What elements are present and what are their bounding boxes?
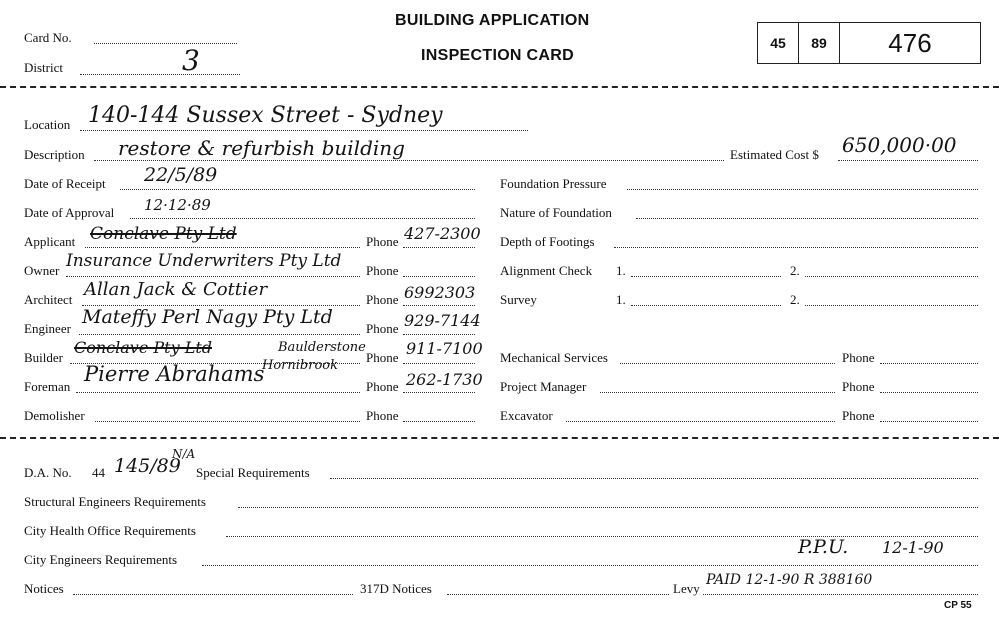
estimated-cost-value: 650,000·00 [842, 133, 957, 157]
description-line [94, 160, 724, 161]
engineer-phone-value: 929-7144 [404, 311, 481, 330]
district-label: District [24, 60, 63, 75]
builder-phone-value: 911-7100 [406, 339, 483, 358]
card-no-line [94, 43, 237, 44]
date-of-receipt-label: Date of Receipt [24, 176, 106, 191]
card-number-box [757, 22, 981, 64]
engineer-line [79, 334, 360, 335]
architect-phone-label: Phone [366, 292, 399, 307]
demolisher-line [95, 421, 360, 422]
form-title-line2: INSPECTION CARD [421, 47, 574, 64]
architect-label: Architect [24, 292, 73, 307]
demolisher-phone-label: Phone [366, 408, 399, 423]
special-requirements-line [330, 478, 978, 479]
owner-label: Owner [24, 263, 60, 278]
excavator-line [566, 421, 835, 422]
builder-value-2: Baulderstone [278, 340, 366, 355]
depth-of-footings-line [614, 247, 978, 248]
notices-317d-line [447, 594, 669, 595]
city-engineers-value: P.P.U. [798, 536, 849, 558]
mechanical-services-label: Mechanical Services [500, 350, 608, 365]
foreman-phone-value: 262-1730 [406, 370, 483, 389]
architect-phone-value: 6992303 [404, 283, 476, 302]
card-number-cell-3: 476 [888, 27, 932, 58]
nature-of-foundation-label: Nature of Foundation [500, 205, 612, 220]
applicant-value: Conclave Pty Ltd [90, 224, 237, 244]
date-of-receipt-value: 22/5/89 [144, 164, 218, 186]
form-code: CP 55 [944, 600, 972, 611]
description-value: restore & refurbish building [118, 136, 405, 160]
city-engineers-line [202, 565, 978, 566]
foundation-pressure-label: Foundation Pressure [500, 176, 607, 191]
owner-phone-line [403, 276, 475, 277]
mechanical-phone-label: Phone [842, 350, 875, 365]
header-divider [0, 86, 999, 88]
project-manager-phone-line [880, 392, 978, 393]
mechanical-phone-line [880, 363, 978, 364]
location-value: 140-144 Sussex Street - Sydney [88, 103, 443, 128]
survey-1-line [631, 305, 781, 306]
project-manager-phone-label: Phone [842, 379, 875, 394]
engineer-value: Mateffy Perl Nagy Pty Ltd [82, 306, 333, 328]
alignment-check-1-line [631, 276, 781, 277]
city-engineers-label: City Engineers Requirements [24, 552, 178, 567]
engineer-phone-label: Phone [366, 321, 399, 336]
district-value: 3 [182, 44, 200, 77]
date-of-approval-label: Date of Approval [24, 205, 115, 220]
district-line [80, 74, 240, 75]
foreman-label: Foreman [24, 379, 71, 394]
architect-phone-line [403, 305, 475, 306]
notices-317d-label: 317D Notices [360, 581, 432, 596]
foreman-line [76, 392, 360, 393]
architect-value: Allan Jack & Cottier [84, 279, 268, 300]
foreman-phone-line [403, 392, 475, 393]
alignment-check-label: Alignment Check [500, 263, 593, 278]
owner-line [66, 276, 360, 277]
builder-value-3: Hornibrook [262, 358, 338, 373]
estimated-cost-label: Estimated Cost $ [730, 147, 819, 162]
date-of-approval-line [130, 218, 475, 219]
builder-value-struck: Conclave Pty Ltd [74, 338, 213, 357]
nature-of-foundation-line [636, 218, 978, 219]
foreman-value: Pierre Abrahams [84, 362, 265, 386]
owner-phone-label: Phone [366, 263, 399, 278]
builder-label: Builder [24, 350, 63, 365]
alignment-check-2-label: 2. [790, 263, 800, 278]
levy-label: Levy [673, 581, 700, 596]
levy-line [703, 594, 978, 595]
location-label: Location [24, 117, 71, 132]
excavator-label: Excavator [500, 408, 553, 423]
survey-1-label: 1. [616, 292, 626, 307]
da-prefix: 44 [92, 465, 105, 480]
project-manager-line [600, 392, 835, 393]
estimated-cost-line [838, 160, 978, 161]
applicant-phone-label: Phone [366, 234, 399, 249]
demolisher-label: Demolisher [24, 408, 85, 423]
survey-2-line [805, 305, 978, 306]
da-no-label: D.A. No. [24, 465, 72, 480]
da-value: 145/89 [114, 455, 181, 477]
applicant-line [85, 247, 360, 248]
card-no-label: Card No. [24, 30, 72, 45]
alignment-check-1-label: 1. [616, 263, 626, 278]
engineer-phone-line [403, 334, 475, 335]
mechanical-services-line [620, 363, 835, 364]
structural-requirements-line [238, 507, 978, 508]
owner-value: Insurance Underwriters Pty Ltd [66, 251, 342, 271]
card-number-cell-1: 45 [758, 23, 799, 63]
foundation-pressure-line [627, 189, 978, 190]
requirements-divider [0, 437, 999, 439]
date-of-receipt-line [120, 189, 475, 190]
city-engineers-date: 12-1-90 [882, 538, 944, 557]
structural-requirements-label: Structural Engineers Requirements [24, 494, 206, 509]
survey-2-label: 2. [790, 292, 800, 307]
project-manager-label: Project Manager [500, 379, 587, 394]
applicant-phone-line [403, 247, 475, 248]
depth-of-footings-label: Depth of Footings [500, 234, 595, 249]
alignment-check-2-line [805, 276, 978, 277]
da-note: N/A [172, 447, 196, 461]
builder-phone-label: Phone [366, 350, 399, 365]
builder-phone-line [403, 363, 475, 364]
survey-label: Survey [500, 292, 537, 307]
special-requirements-label: Special Requirements [196, 465, 310, 480]
description-label: Description [24, 147, 85, 162]
health-requirements-label: City Health Office Requirements [24, 523, 196, 538]
notices-line [73, 594, 353, 595]
card-number-cell-2: 89 [799, 23, 840, 63]
applicant-phone-value: 427-2300 [404, 224, 481, 243]
form-title-line1: BUILDING APPLICATION [395, 12, 590, 29]
excavator-phone-line [880, 421, 978, 422]
notices-label: Notices [24, 581, 64, 596]
demolisher-phone-line [403, 421, 475, 422]
location-line [80, 130, 528, 131]
health-requirements-line [226, 536, 978, 537]
foreman-phone-label: Phone [366, 379, 399, 394]
applicant-label: Applicant [24, 234, 76, 249]
excavator-phone-label: Phone [842, 408, 875, 423]
engineer-label: Engineer [24, 321, 71, 336]
date-of-approval-value: 12·12·89 [144, 196, 211, 214]
levy-value: PAID 12-1-90 R 388160 [706, 572, 873, 588]
